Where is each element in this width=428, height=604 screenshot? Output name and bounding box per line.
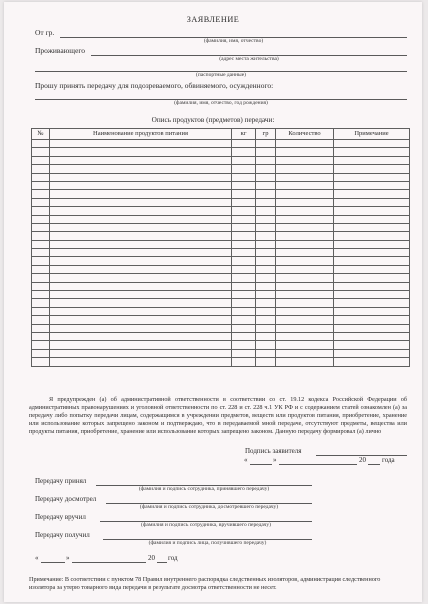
inventory-table-header: [32, 129, 410, 140]
cell-note[interactable]: [334, 140, 410, 148]
cell-gr[interactable]: [256, 341, 276, 349]
cell-quantity[interactable]: [276, 299, 334, 307]
residing-label: Проживающего: [35, 46, 86, 55]
date-year-line[interactable]: [368, 464, 380, 465]
cell-number[interactable]: [32, 240, 50, 248]
col-note-header: Примечание: [334, 129, 410, 140]
footnote: Примечание: В соответствии с пунктом 78 Правил внутреннего распорядка следственных изоляторов, администрация следственного изолятора за утерю товарного вида передачи в результате досмотра ответственности не несет.: [29, 576, 381, 592]
cell-quantity[interactable]: [276, 156, 334, 164]
cell-gr[interactable]: [256, 291, 276, 299]
cell-kg[interactable]: [232, 358, 256, 366]
cell-quantity[interactable]: [276, 148, 334, 156]
cell-product[interactable]: [50, 190, 232, 198]
staff-date-open-quote: «: [35, 554, 39, 562]
cell-gr[interactable]: [256, 148, 276, 156]
cell-kg[interactable]: [232, 215, 256, 223]
cell-note[interactable]: [334, 240, 410, 248]
cell-gr[interactable]: [256, 181, 276, 189]
staff-date-year-suffix: год: [168, 554, 178, 562]
cell-gr[interactable]: [256, 215, 276, 223]
cell-gr[interactable]: [256, 240, 276, 248]
cell-number[interactable]: [32, 291, 50, 299]
staff-date-month-line[interactable]: [72, 562, 146, 563]
table-row: [32, 207, 410, 215]
table-row: [32, 215, 410, 223]
cell-number[interactable]: [32, 140, 50, 148]
cell-gr[interactable]: [256, 173, 276, 181]
cell-kg[interactable]: [232, 223, 256, 231]
cell-note[interactable]: [334, 215, 410, 223]
cell-quantity[interactable]: [276, 140, 334, 148]
cell-product[interactable]: [50, 349, 232, 357]
cell-quantity[interactable]: [276, 190, 334, 198]
date-close-quote: »: [273, 456, 277, 464]
cell-note[interactable]: [334, 332, 410, 340]
cell-quantity[interactable]: [276, 282, 334, 290]
cell-kg[interactable]: [232, 156, 256, 164]
table-row: [32, 265, 410, 273]
staff-date-year-line[interactable]: [157, 562, 167, 563]
cell-kg[interactable]: [232, 198, 256, 206]
form-title: ЗАЯВЛЕНИЕ: [186, 15, 240, 24]
table-row: [32, 156, 410, 164]
cell-product[interactable]: [50, 324, 232, 332]
inspected-caption: (фамилия и подпись сотрудника, досмотревшего передачу): [139, 504, 279, 510]
residing-caption: (адрес места жительства): [219, 56, 279, 62]
accepted-label: Передачу принял: [35, 477, 87, 485]
cell-number[interactable]: [32, 148, 50, 156]
cell-product[interactable]: [50, 274, 232, 282]
cell-gr[interactable]: [256, 198, 276, 206]
cell-number[interactable]: [32, 156, 50, 164]
cell-kg[interactable]: [232, 148, 256, 156]
cell-number[interactable]: [32, 358, 50, 366]
cell-note[interactable]: [334, 257, 410, 265]
cell-number[interactable]: [32, 316, 50, 324]
cell-quantity[interactable]: [276, 215, 334, 223]
cell-quantity[interactable]: [276, 324, 334, 332]
table-row: [32, 332, 410, 340]
table-row: [32, 257, 410, 265]
cell-product[interactable]: [50, 358, 232, 366]
cell-product[interactable]: [50, 140, 232, 148]
cell-quantity[interactable]: [276, 257, 334, 265]
date-year-prefix: 20: [359, 456, 366, 464]
cell-note[interactable]: [334, 198, 410, 206]
table-row: [32, 274, 410, 282]
cell-product[interactable]: [50, 282, 232, 290]
staff-date-day-line[interactable]: [41, 562, 65, 563]
cell-note[interactable]: [334, 190, 410, 198]
table-row: [32, 358, 410, 366]
cell-product[interactable]: [50, 257, 232, 265]
cell-kg[interactable]: [232, 240, 256, 248]
cell-kg[interactable]: [232, 299, 256, 307]
col-kg-header: кг: [232, 129, 256, 140]
cell-quantity[interactable]: [276, 332, 334, 340]
cell-note[interactable]: [334, 265, 410, 273]
inventory-title: Опись продуктов (предметов) передачи:: [151, 116, 275, 124]
cell-gr[interactable]: [256, 140, 276, 148]
cell-quantity[interactable]: [276, 349, 334, 357]
cell-note[interactable]: [334, 307, 410, 315]
table-row: [32, 299, 410, 307]
cell-number[interactable]: [32, 341, 50, 349]
table-row: [32, 181, 410, 189]
cell-gr[interactable]: [256, 257, 276, 265]
cell-note[interactable]: [334, 156, 410, 164]
cell-quantity[interactable]: [276, 316, 334, 324]
table-row: [32, 341, 410, 349]
cell-note[interactable]: [334, 358, 410, 366]
cell-gr[interactable]: [256, 316, 276, 324]
cell-product[interactable]: [50, 265, 232, 273]
cell-number[interactable]: [32, 223, 50, 231]
cell-number[interactable]: [32, 173, 50, 181]
cell-kg[interactable]: [232, 249, 256, 257]
staff-date-year-prefix: 20: [148, 554, 155, 562]
cell-number[interactable]: [32, 282, 50, 290]
cell-product[interactable]: [50, 223, 232, 231]
cell-gr[interactable]: [256, 207, 276, 215]
col-quantity-header: Количество: [276, 129, 334, 140]
cell-kg[interactable]: [232, 207, 256, 215]
cell-product[interactable]: [50, 148, 232, 156]
staff-date-close-quote: »: [66, 554, 70, 562]
table-row: [32, 165, 410, 173]
date-month-line[interactable]: [279, 464, 357, 465]
inventory-table: [31, 128, 410, 367]
cell-product[interactable]: [50, 249, 232, 257]
cell-note[interactable]: [334, 341, 410, 349]
cell-kg[interactable]: [232, 257, 256, 265]
cell-quantity[interactable]: [276, 249, 334, 257]
cell-number[interactable]: [32, 207, 50, 215]
cell-gr[interactable]: [256, 324, 276, 332]
table-row: [32, 291, 410, 299]
cell-quantity[interactable]: [276, 240, 334, 248]
table-row: [32, 240, 410, 248]
cell-product[interactable]: [50, 198, 232, 206]
cell-gr[interactable]: [256, 274, 276, 282]
cell-note[interactable]: [334, 316, 410, 324]
cell-quantity[interactable]: [276, 165, 334, 173]
from-caption: (фамилия, имя, отчество): [203, 38, 264, 44]
cell-kg[interactable]: [232, 332, 256, 340]
cell-product[interactable]: [50, 307, 232, 315]
cell-quantity[interactable]: [276, 291, 334, 299]
cell-product[interactable]: [50, 215, 232, 223]
table-row: [32, 249, 410, 257]
cell-gr[interactable]: [256, 223, 276, 231]
table-row: [32, 223, 410, 231]
table-row: [32, 316, 410, 324]
table-row: [32, 232, 410, 240]
cell-number[interactable]: [32, 265, 50, 273]
cell-note[interactable]: [334, 291, 410, 299]
col-number-header: №: [32, 129, 50, 140]
cell-note[interactable]: [334, 165, 410, 173]
cell-gr[interactable]: [256, 249, 276, 257]
cell-gr[interactable]: [256, 299, 276, 307]
cell-note[interactable]: [334, 324, 410, 332]
cell-note[interactable]: [334, 207, 410, 215]
cell-kg[interactable]: [232, 190, 256, 198]
cell-gr[interactable]: [256, 165, 276, 173]
cell-kg[interactable]: [232, 349, 256, 357]
col-product-header: Наименование продуктов питания: [50, 129, 232, 140]
cell-kg[interactable]: [232, 232, 256, 240]
cell-number[interactable]: [32, 215, 50, 223]
cell-product[interactable]: [50, 207, 232, 215]
cell-quantity[interactable]: [276, 232, 334, 240]
cell-kg[interactable]: [232, 324, 256, 332]
cell-gr[interactable]: [256, 332, 276, 340]
received-label: Передачу получил: [35, 531, 90, 539]
cell-note[interactable]: [334, 232, 410, 240]
cell-gr[interactable]: [256, 190, 276, 198]
cell-gr[interactable]: [256, 358, 276, 366]
cell-quantity[interactable]: [276, 198, 334, 206]
cell-product[interactable]: [50, 173, 232, 181]
cell-note[interactable]: [334, 148, 410, 156]
cell-quantity[interactable]: [276, 265, 334, 273]
declaration-paragraph: [29, 396, 407, 436]
table-row: [32, 190, 410, 198]
cell-note[interactable]: [334, 349, 410, 357]
cell-note[interactable]: [334, 181, 410, 189]
cell-number[interactable]: [32, 332, 50, 340]
cell-number[interactable]: [32, 165, 50, 173]
table-row: [32, 140, 410, 148]
cell-note[interactable]: [334, 282, 410, 290]
cell-gr[interactable]: [256, 282, 276, 290]
date-year-suffix: года: [382, 456, 395, 464]
inspected-label: Передачу досмотрел: [35, 495, 97, 503]
cell-kg[interactable]: [232, 307, 256, 315]
cell-product[interactable]: [50, 240, 232, 248]
cell-kg[interactable]: [232, 341, 256, 349]
cell-kg[interactable]: [232, 173, 256, 181]
cell-product[interactable]: [50, 165, 232, 173]
cell-note[interactable]: [334, 173, 410, 181]
cell-product[interactable]: [50, 232, 232, 240]
cell-number[interactable]: [32, 299, 50, 307]
suspect-caption: (фамилия, имя, отчество, год рождения): [174, 100, 268, 106]
col-gr-header: гр: [256, 129, 276, 140]
cell-quantity[interactable]: [276, 223, 334, 231]
cell-product[interactable]: [50, 299, 232, 307]
cell-gr[interactable]: [256, 156, 276, 164]
cell-note[interactable]: [334, 274, 410, 282]
applicant-signature-label: Подпись заявителя: [245, 447, 302, 455]
table-row: [32, 173, 410, 181]
cell-number[interactable]: [32, 198, 50, 206]
cell-note[interactable]: [334, 223, 410, 231]
cell-kg[interactable]: [232, 291, 256, 299]
accepted-caption: (фамилия и подпись сотрудника, принявшего передачу): [138, 486, 270, 492]
cell-gr[interactable]: [256, 349, 276, 357]
cell-product[interactable]: [50, 156, 232, 164]
received-caption: (фамилия и подпись лица, получившего передачу): [148, 540, 267, 546]
from-label: От гр.: [35, 28, 55, 37]
cell-gr[interactable]: [256, 232, 276, 240]
handed-label: Передачу вручил: [35, 513, 86, 521]
cell-number[interactable]: [32, 307, 50, 315]
cell-product[interactable]: [50, 332, 232, 340]
cell-quantity[interactable]: [276, 341, 334, 349]
date-day-line[interactable]: [250, 464, 272, 465]
cell-number[interactable]: [32, 232, 50, 240]
date-open-quote: «: [244, 456, 248, 464]
cell-kg[interactable]: [232, 181, 256, 189]
cell-quantity[interactable]: [276, 181, 334, 189]
cell-quantity[interactable]: [276, 358, 334, 366]
cell-number[interactable]: [32, 274, 50, 282]
cell-kg[interactable]: [232, 140, 256, 148]
cell-gr[interactable]: [256, 265, 276, 273]
cell-number[interactable]: [32, 181, 50, 189]
declaration-text: Я предупрежден (а) об административной ответственности в соответствии со ст. 19.12 кодекса Российской Федерации об административных правонарушениях и уголовной ответственности по ст. 228 и ст. 228 ч.1 УК РФ и с содержанием статей ознакомлен (а) за передачу либо попытку передачи лицам, содержащимся в учреждении предметов, веществ или продуктов питания, приобретение, хранение или использование которых запрещено законом и подтверждаю, что в передаваемой мной передаче, отсутствуют предметы, вещества или продукты питания, приобретение, хранение или использование которых запрещено законом. Данную передачу формировал (а) лично: [29, 396, 407, 436]
cell-number[interactable]: [32, 249, 50, 257]
cell-product[interactable]: [50, 181, 232, 189]
request-text: Прошу принять передачу для подозреваемого, обвиняемого, осужденного:: [35, 81, 274, 90]
cell-kg[interactable]: [232, 165, 256, 173]
table-row: [32, 324, 410, 332]
cell-quantity[interactable]: [276, 207, 334, 215]
table-row: [32, 148, 410, 156]
passport-caption: (паспортные данные): [196, 72, 246, 78]
table-row: [32, 349, 410, 357]
cell-number[interactable]: [32, 349, 50, 357]
cell-note[interactable]: [334, 299, 410, 307]
cell-kg[interactable]: [232, 282, 256, 290]
handed-caption: (фамилия и подпись сотрудника, вручившего передачу): [141, 522, 271, 528]
table-row: [32, 198, 410, 206]
cell-quantity[interactable]: [276, 307, 334, 315]
cell-product[interactable]: [50, 291, 232, 299]
cell-number[interactable]: [32, 257, 50, 265]
cell-product[interactable]: [50, 316, 232, 324]
cell-gr[interactable]: [256, 307, 276, 315]
cell-quantity[interactable]: [276, 173, 334, 181]
table-row: [32, 307, 410, 315]
table-row: [32, 282, 410, 290]
cell-kg[interactable]: [232, 274, 256, 282]
application-form-page: [4, 2, 422, 602]
cell-number[interactable]: [32, 324, 50, 332]
cell-kg[interactable]: [232, 316, 256, 324]
cell-kg[interactable]: [232, 265, 256, 273]
cell-product[interactable]: [50, 341, 232, 349]
cell-note[interactable]: [334, 249, 410, 257]
cell-number[interactable]: [32, 190, 50, 198]
cell-quantity[interactable]: [276, 274, 334, 282]
